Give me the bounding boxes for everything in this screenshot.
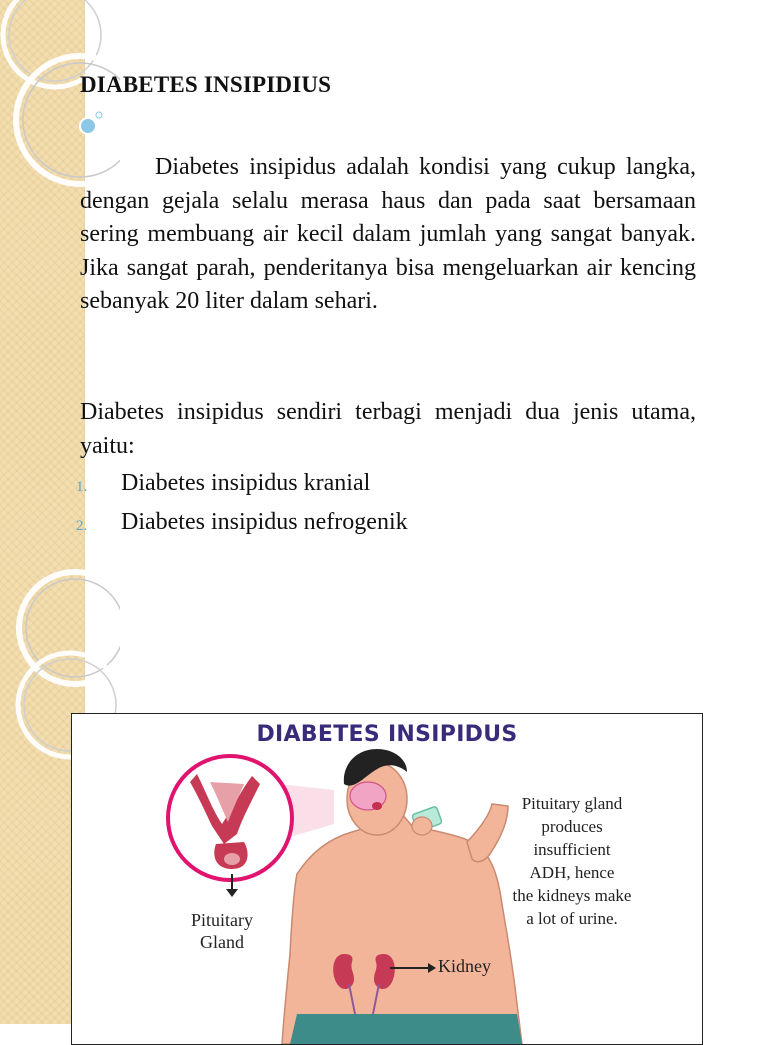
- list-number: 1.: [76, 479, 88, 495]
- list-number: 2.: [76, 517, 88, 534]
- illustration-title: DIABETES INSIPIDUS: [256, 722, 518, 747]
- description-line: produces: [541, 817, 603, 836]
- list-item-text: Diabetes insipidus kranial: [121, 470, 371, 496]
- pituitary-label-line: Gland: [200, 932, 244, 952]
- description-line: a lot of urine.: [526, 909, 618, 928]
- pituitary-gland-label: [180, 909, 264, 953]
- intro-paragraph: Diabetes insipidus adalah kondisi yang cukup langka, dengan gejala selalu merasa haus dan pada saat bersamaan sering membuang air kecil dalam jumlah yang sangat banyak. Jika sangat parah, penderitanya bisa mengeluarkan air kencing sebanyak 20 liter dalam sehari.: [80, 154, 696, 314]
- document-title: DIABETES INSIPIDIUS: [80, 72, 332, 97]
- illustration-description: [477, 792, 667, 930]
- decorative-rings: [0, 0, 120, 760]
- description-line: the kidneys make: [512, 886, 632, 905]
- kidney-label: Kidney: [438, 956, 491, 976]
- description-line: insufficient: [533, 840, 611, 859]
- list-item-text: Diabetes insipidus nefrogenik: [121, 508, 408, 535]
- description-line: Pituitary gland: [521, 794, 623, 813]
- pituitary-label-line: Pituitary: [191, 910, 253, 930]
- types-paragraph: Diabetes insipidus sendiri terbagi menjadi dua jenis utama, yaitu:: [80, 399, 696, 459]
- diabetes-insipidus-illustration: [71, 713, 703, 1045]
- description-line: ADH, hence: [529, 863, 615, 882]
